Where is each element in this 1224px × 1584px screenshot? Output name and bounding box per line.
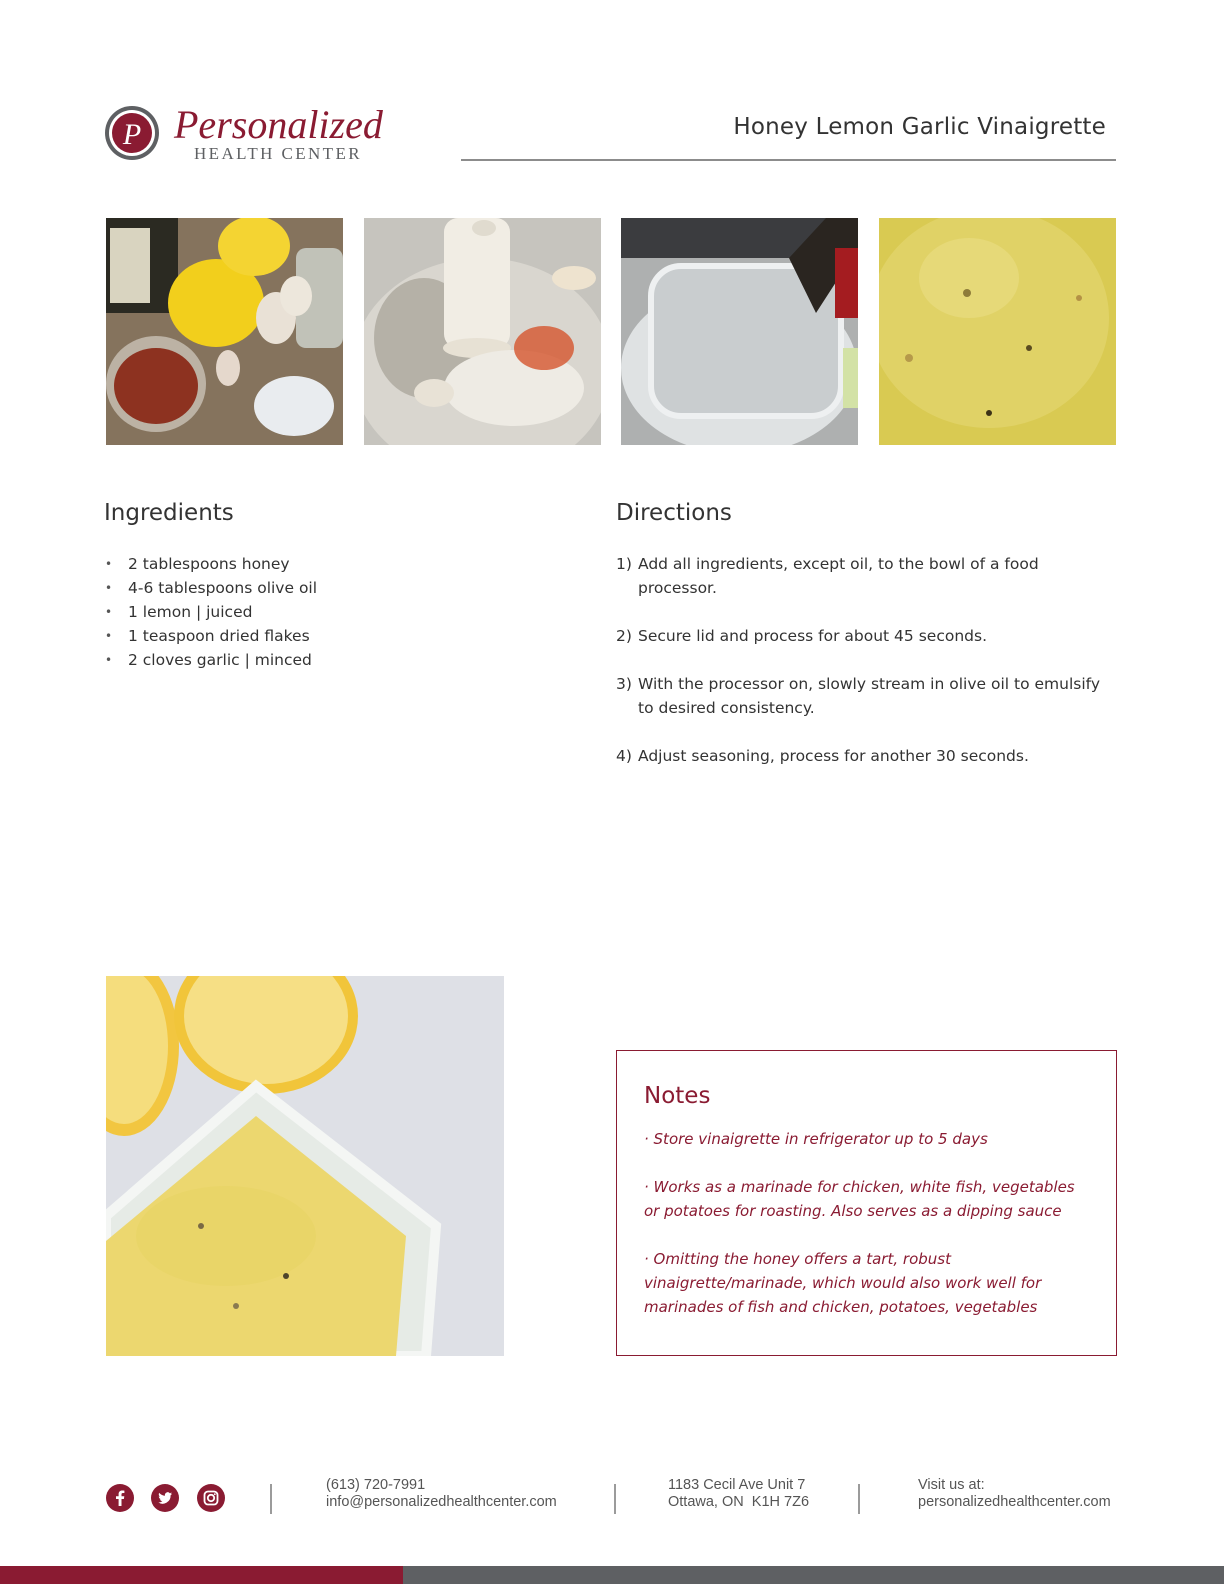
note-item: · Omitting the honey offers a tart, robust vinaigrette/marinade, which would also work well for marinades of fish and chicken, potatoes, vegetables	[644, 1250, 1042, 1316]
direction-step	[616, 552, 1116, 600]
photo-vinaigrette-dish	[106, 976, 504, 1356]
direction-step	[616, 744, 1116, 768]
note-item: · Works as a marinade for chicken, white fish, vegetables or potatoes for roasting. Also serves as a dipping sauce	[644, 1178, 1075, 1220]
instagram-icon[interactable]	[197, 1484, 225, 1512]
footer-visit-label: Visit us at:	[918, 1477, 985, 1493]
title-divider	[461, 159, 1116, 161]
footer-divider	[858, 1484, 860, 1514]
step-number: 3)	[616, 675, 632, 693]
step-number: 4)	[616, 747, 632, 765]
step-text: Add all ingredients, except oil, to the bowl of a food processor.	[638, 555, 1039, 597]
notes-title: Notes	[644, 1083, 711, 1109]
ingredient-item: • 1 lemon | juiced	[104, 600, 317, 624]
step-text: Secure lid and process for about 45 seconds.	[638, 627, 987, 645]
direction-step	[616, 624, 1116, 648]
note-item: · Store vinaigrette in refrigerator up to 5 days	[644, 1130, 988, 1148]
footer-address-line1: 1183 Cecil Ave Unit 7	[668, 1477, 806, 1493]
logo-subtitle: HEALTH CENTER	[194, 144, 362, 163]
directions-list	[616, 552, 1116, 792]
ingredient-item: • 2 tablespoons honey	[104, 552, 317, 576]
footer-bar-gray	[403, 1566, 1224, 1584]
footer-contact	[326, 1477, 557, 1511]
footer-divider	[270, 1484, 272, 1514]
logo-wordmark: Personalized	[174, 102, 383, 147]
direction-step	[616, 672, 1116, 720]
step-number: 1)	[616, 555, 632, 573]
notes-box	[616, 1050, 1117, 1356]
footer-bar-accent	[0, 1566, 403, 1584]
page-title: Honey Lemon Garlic Vinaigrette	[733, 114, 1106, 140]
footer-address-line2: Ottawa, ON K1H 7Z6	[668, 1494, 810, 1510]
photo-ingredients	[106, 218, 343, 445]
ingredients-title: Ingredients	[104, 500, 234, 526]
facebook-icon[interactable]	[106, 1484, 134, 1512]
ingredient-item: • 4-6 tablespoons olive oil	[104, 576, 317, 600]
photo-food-processor	[364, 218, 601, 445]
footer-divider	[614, 1484, 616, 1514]
footer-website-link[interactable]: personalizedhealthcenter.com	[918, 1494, 1111, 1510]
logo-monogram: P	[122, 118, 142, 151]
step-text: With the processor on, slowly stream in olive oil to emulsify to desired consistency.	[638, 675, 1100, 717]
directions-title: Directions	[616, 500, 732, 526]
ingredients-list	[104, 552, 317, 672]
footer-address	[668, 1477, 809, 1511]
photo-pouring-oil	[621, 218, 858, 445]
twitter-icon[interactable]	[151, 1484, 179, 1512]
footer-phone[interactable]: (613) 720-7991	[326, 1477, 426, 1493]
step-text: Adjust seasoning, process for another 30 seconds.	[638, 747, 1029, 765]
footer-email[interactable]: info@personalizedhealthcenter.com	[326, 1494, 557, 1510]
brand-logo	[104, 100, 414, 166]
footer-website	[918, 1477, 1111, 1511]
ingredient-item: • 1 teaspoon dried flakes	[104, 624, 317, 648]
step-number: 2)	[616, 627, 632, 645]
ingredient-item: • 2 cloves garlic | minced	[104, 648, 317, 672]
photo-finished-vinaigrette	[879, 218, 1116, 445]
